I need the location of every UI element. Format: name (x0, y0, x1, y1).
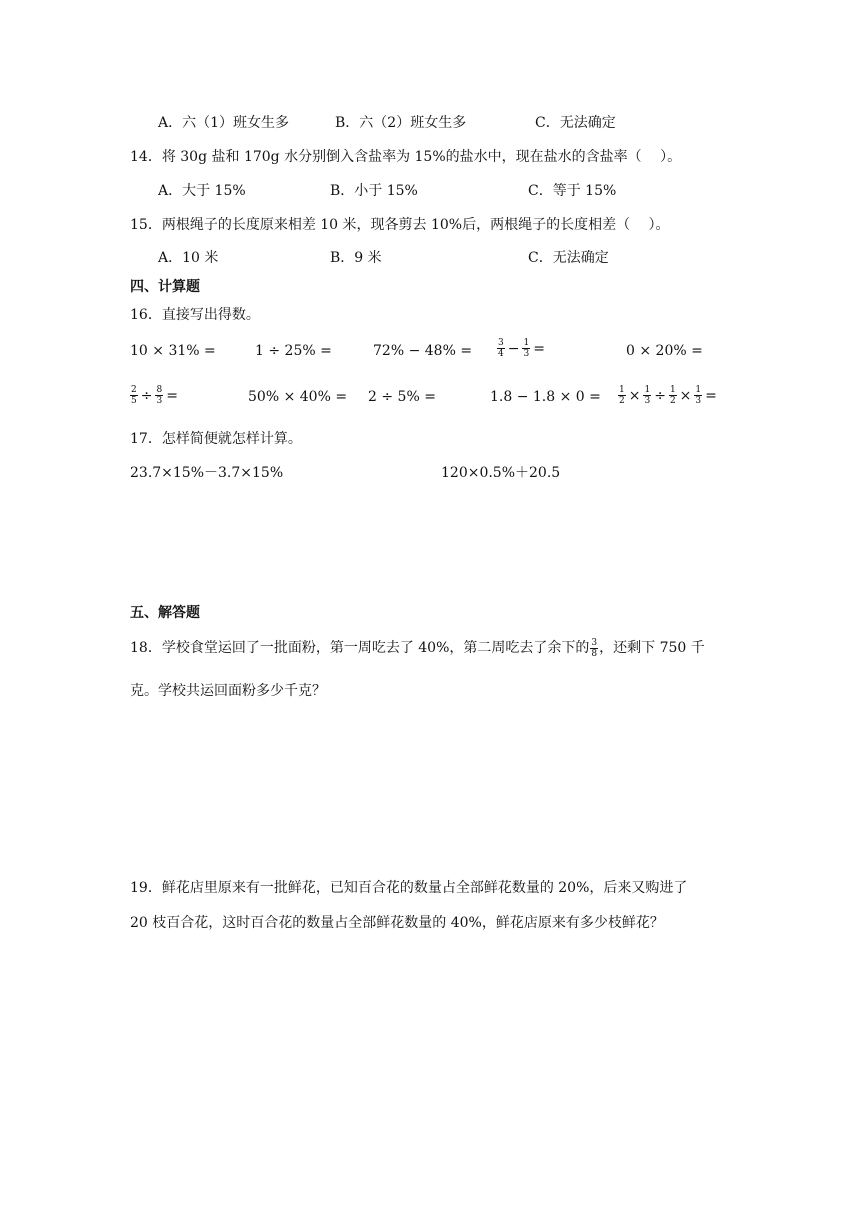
q16-expr-6: $\frac{2}{5}$ ÷ $\frac{8}{3}$ = (131, 385, 178, 406)
q14-option-c: C．等于 15% (528, 183, 617, 199)
q17-stem: 17．怎样简便就怎样计算。 (130, 431, 302, 447)
fraction: $\frac{3}{8}$ (591, 637, 598, 659)
q18-line-2: 克。学校共运回面粉多少千克？ (130, 683, 326, 699)
q16-expr-4: $\frac{3}{4}$ − $\frac{1}{3}$ = (498, 338, 545, 359)
q16-expr-9: 1.8 − 1.8 × 0 = (490, 389, 601, 405)
q16-expr-10: $\frac{1}{2}$ × $\frac{1}{3}$ ÷ $\frac{1}{2}$ × $\frac{1}{3}$ = (619, 385, 717, 406)
q15-option-b: B．9 米 (330, 250, 382, 266)
q13-option-a: A．六（1）班女生多 (158, 115, 290, 131)
q16-expr-8: 2 ÷ 5% = (368, 389, 436, 405)
q15-option-c: C．无法确定 (528, 250, 609, 266)
q14-option-b: B．小于 15% (330, 183, 418, 199)
q17-expr-2: 120×0.5%＋20.5 (441, 465, 561, 481)
q16-expr-7: 50% × 40% = (248, 389, 348, 405)
fraction: $\frac{1}{3}$ (523, 338, 530, 359)
q19-line-2: 20 枝百合花，这时百合花的数量占全部鲜花数量的 40%，鲜花店原来有多少枝鲜花？ (130, 915, 664, 931)
q16-stem: 16．直接写出得数。 (130, 307, 260, 323)
q16-expr-1: 10 × 31% = (130, 343, 216, 359)
fraction: $\frac{1}{3}$ (695, 385, 702, 406)
q14-option-a: A．大于 15% (158, 183, 246, 199)
q16-expr-2: 1 ÷ 25% = (255, 343, 332, 359)
fraction: $\frac{1}{2}$ (619, 385, 625, 406)
q18-line-1: 18．学校食堂运回了一批面粉，第一周吃去了 40%，第二周吃去了余下的 $\frac{3}{8}$ ，还剩下 750 千 (130, 637, 705, 659)
q19-line-1: 19．鲜花店里原来有一批鲜花，已知百合花的数量占全部鲜花数量的 20%，后来又购进了 (130, 880, 688, 896)
q14-stem: 14．将 30g 盐和 170g 水分别倒入含盐率为 15%的盐水中，现在盐水的含盐率（ ）。 (130, 149, 682, 165)
section-heading-calculation: 四、计算题 (130, 279, 200, 295)
section-heading-word-problems: 五、解答题 (130, 605, 200, 621)
q16-expr-5: 0 × 20% = (626, 343, 703, 359)
q13-option-b: B．六（2）班女生多 (335, 115, 467, 131)
q15-option-a: A．10 米 (158, 250, 219, 266)
q15-stem: 15．两根绳子的长度原来相差 10 米，现各剪去 10%后，两根绳子的长度相差（ ）。 (130, 217, 670, 233)
fraction: $\frac{1}{2}$ (669, 385, 676, 406)
q16-expr-3: 72% − 48% = (373, 343, 473, 359)
fraction: $\frac{1}{3}$ (644, 385, 651, 406)
fraction: $\frac{2}{5}$ (131, 385, 137, 406)
fraction: $\frac{3}{4}$ (498, 338, 504, 359)
q13-option-c: C．无法确定 (535, 115, 616, 131)
fraction: $\frac{8}{3}$ (156, 385, 163, 406)
q17-expr-1: 23.7×15%－3.7×15% (130, 465, 284, 481)
